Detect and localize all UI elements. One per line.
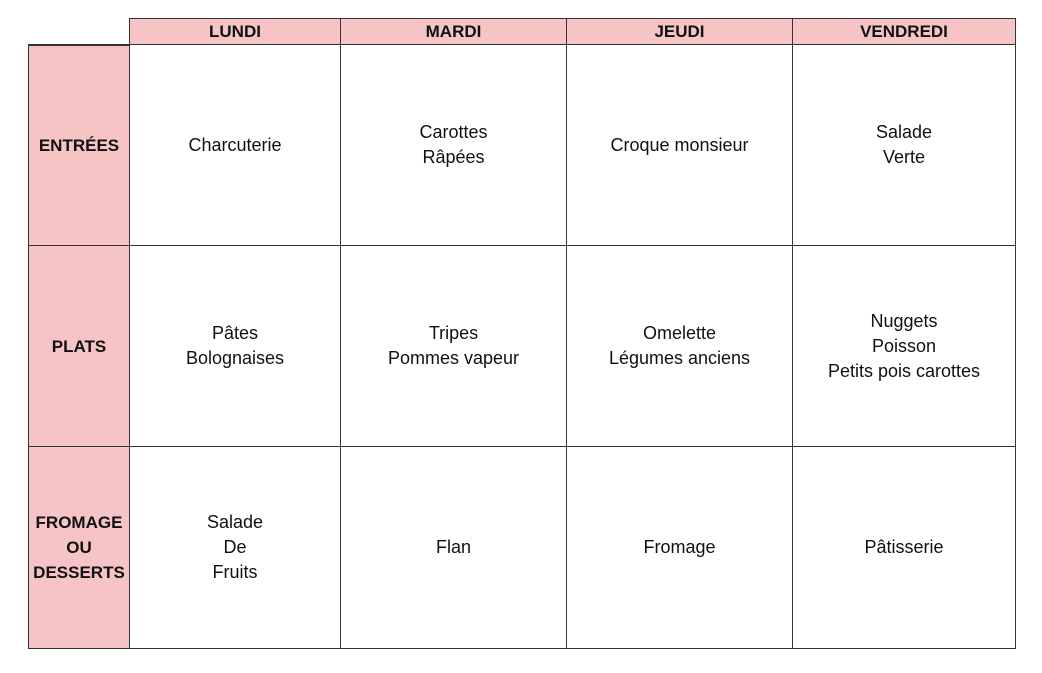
table-corner	[28, 18, 130, 45]
day-header-mardi: MARDI	[341, 18, 567, 45]
dish-plat-mardi: Tripes Pommes vapeur	[341, 246, 567, 447]
dish-entree-lundi: Charcuterie	[130, 45, 341, 246]
dish-entree-vendredi: Salade Verte	[793, 45, 1016, 246]
dish-entree-mardi: Carottes Râpées	[341, 45, 567, 246]
dish-plat-jeudi: Omelette Légumes anciens	[567, 246, 793, 447]
dish-dessert-jeudi: Fromage	[567, 447, 793, 649]
weekly-menu-table	[28, 18, 1016, 649]
row-header-fromage-ou-desserts: FROMAGE OU DESSERTS	[28, 447, 130, 649]
row-header-plats: PLATS	[28, 246, 130, 447]
row-header-entrees: ENTRÉES	[28, 45, 130, 246]
day-header-lundi: LUNDI	[130, 18, 341, 45]
dish-plat-lundi: Pâtes Bolognaises	[130, 246, 341, 447]
dish-entree-jeudi: Croque monsieur	[567, 45, 793, 246]
dish-dessert-vendredi: Pâtisserie	[793, 447, 1016, 649]
dish-plat-vendredi: Nuggets Poisson Petits pois carottes	[793, 246, 1016, 447]
dish-dessert-mardi: Flan	[341, 447, 567, 649]
day-header-vendredi: VENDREDI	[793, 18, 1016, 45]
day-header-jeudi: JEUDI	[567, 18, 793, 45]
dish-dessert-lundi: Salade De Fruits	[130, 447, 341, 649]
